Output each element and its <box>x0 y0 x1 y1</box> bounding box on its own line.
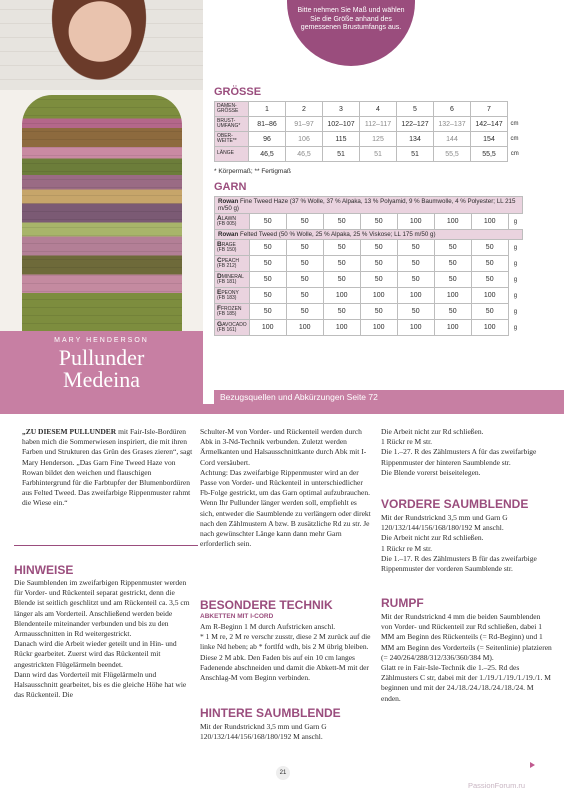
hintere-heading: HINTERE SAUMBLENDE <box>200 706 341 720</box>
yarn-description: Rowan Fine Tweed Haze (37 % Wolle, 37 % Alpaka, 13 % Polyamid, 9 % Baumwolle, 4 % Polyester; LL 215 m/50 g) <box>215 197 523 214</box>
yarn-cell: 100 <box>471 288 508 304</box>
pink-strip <box>0 404 564 414</box>
size-table <box>214 101 522 162</box>
yarn-cell: 50 <box>397 304 434 320</box>
size-cell: 154 <box>471 132 508 147</box>
sources-bar: Bezugsquellen und Abkürzungen Seite 72 <box>214 390 564 404</box>
size-cell: 91–97 <box>286 117 323 132</box>
size-cell: 3 <box>323 102 360 117</box>
yarn-cell: 50 <box>323 304 360 320</box>
yarn-cell: 100 <box>360 288 397 304</box>
yarn-cell: 50 <box>471 304 508 320</box>
page-number: 21 <box>276 766 290 780</box>
yarn-cell: 50 <box>397 256 434 272</box>
size-cell: 5 <box>397 102 434 117</box>
size-cell: 96 <box>249 132 286 147</box>
title-banner <box>0 331 203 404</box>
yarn-cell: 100 <box>323 320 360 336</box>
yarn-unit: g <box>513 276 518 283</box>
size-cell: 46,5 <box>286 147 323 162</box>
size-cell: 55,5 <box>434 147 471 162</box>
size-unit <box>508 102 522 117</box>
continue-arrow-icon <box>530 762 535 768</box>
col2-text: Schulter-M von Vorder- und Rückenteil werden durch Abk in 3-Nd-Technik verbunden. Zuletzt werden Ärmelkanten und Halsausschnittkante durch Abk mit I-Cord versäubert. Achtung: Das zweifarbige Rippenmuster wird an der Passe von Vorder- und Rückenteil in unterschiedlicher Fb-Folge gestrickt, um das Garn optimal aufzubrauchen. Wenn Ihr Pullunder länger werden soll, empfiehlt es sich, entweder die Saumblende zu verlängern oder direkt nach den Zählmustern A bzw. B zusätzliche Rd zu str. Je nach gewünschter Länge kann dann mehr Garn erforderlich sein. <box>200 427 371 549</box>
yarn-cell: 50 <box>286 304 323 320</box>
yarn-cell: 50 <box>434 304 471 320</box>
yarn-description: Rowan Felted Tweed (50 % Wolle, 25 % Alpaka, 25 % Viskose; LL 175 m/50 g) <box>215 230 523 240</box>
yarn-cell: 100 <box>249 320 286 336</box>
yarn-cell: 50 <box>397 272 434 288</box>
size-cell: 122–127 <box>397 117 434 132</box>
yarn-color-label: DMINERAL (FB 181) <box>215 272 250 288</box>
divider <box>14 545 198 546</box>
yarn-cell: 50 <box>249 272 286 288</box>
yarn-unit: g <box>513 308 518 315</box>
size-cell: 81–86 <box>249 117 286 132</box>
yarn-cell: 50 <box>286 240 323 256</box>
yarn-cell: 50 <box>249 240 286 256</box>
author-name: MARY HENDERSON <box>54 337 149 344</box>
yarn-cell: 50 <box>323 256 360 272</box>
yarn-cell: 50 <box>360 272 397 288</box>
yarn-color-label: ALAWN (FB 005) <box>215 214 250 230</box>
rumpf-text: Mit der Rundstricknd 4 mm die beiden Saumblenden von Vorder- und Rückenteil zur Rd schließen, dabei 1 MM am Beginn des Rückenteils (= Rd-Beginn) und 1 MM am Beginn des Vorderteils (= Seitenlinie) platzieren (= 240/264/288/312/336/360/384 M). Glatt re in Fair-Isle-Technik die 1.–25. Rd des Zählmusters C str, dabei mit der 1./19./1./19./1./19./1. M beginnen und mit der 24./18./24./18./24./18./24. M enden. <box>381 612 552 703</box>
yarn-cell: 100 <box>286 320 323 336</box>
watermark: PassionForum.ru <box>468 781 526 790</box>
size-row-label: BRUST-UMFANG* <box>215 117 249 132</box>
yarn-unit: g <box>513 218 518 225</box>
size-cell: 142–147 <box>471 117 508 132</box>
size-unit: cm <box>510 151 519 157</box>
technik-subheading: ABKETTEN MIT I-CORD <box>200 613 274 620</box>
yarn-color-label: GAVOCADO (FB 161) <box>215 320 250 336</box>
yarn-cell: 50 <box>397 240 434 256</box>
yarn-row <box>215 288 523 304</box>
size-cell: 7 <box>471 102 508 117</box>
yarn-cell: 50 <box>249 304 286 320</box>
size-unit: cm <box>510 121 519 127</box>
size-cell: 1 <box>249 102 286 117</box>
garn-heading: GARN <box>214 181 247 193</box>
technik-heading: BESONDERE TECHNIK <box>200 598 333 612</box>
rumpf-heading: RUMPF <box>381 596 424 610</box>
yarn-cell: 50 <box>360 304 397 320</box>
size-row-label: DAMEN-GRÖSSE <box>215 102 249 117</box>
yarn-unit: g <box>513 324 518 331</box>
yarn-cell: 50 <box>286 214 323 230</box>
yarn-cell: 50 <box>249 256 286 272</box>
size-row <box>215 132 522 147</box>
yarn-cell: 50 <box>249 214 286 230</box>
size-cell: 46,5 <box>249 147 286 162</box>
yarn-row <box>215 256 523 272</box>
size-cell: 2 <box>286 102 323 117</box>
yarn-cell: 100 <box>397 214 434 230</box>
size-cell: 51 <box>323 147 360 162</box>
size-cell: 6 <box>434 102 471 117</box>
page-title: Pullunder Medeina <box>58 345 145 392</box>
yarn-cell: 50 <box>360 240 397 256</box>
yarn-cell: 100 <box>434 214 471 230</box>
yarn-color-label: EPEONY (FB 183) <box>215 288 250 304</box>
size-note: * Körpermaß; ** Fertigmaß <box>214 168 291 175</box>
yarn-cell: 50 <box>286 272 323 288</box>
size-cell: 106 <box>286 132 323 147</box>
yarn-unit: g <box>513 244 518 251</box>
size-cell: 132–137 <box>434 117 471 132</box>
yarn-cell: 50 <box>249 288 286 304</box>
size-cell: 115 <box>323 132 360 147</box>
yarn-unit: g <box>513 260 518 267</box>
size-cell: 134 <box>397 132 434 147</box>
yarn-cell: 50 <box>434 256 471 272</box>
size-hint-bubble: Bitte nehmen Sie Maß und wählen Sie die Größe anhand des gemessenen Brustumfangs aus. <box>287 0 415 66</box>
yarn-color-label: FFROZEN (FB 185) <box>215 304 250 320</box>
yarn-cell: 50 <box>434 272 471 288</box>
yarn-row <box>215 214 523 230</box>
yarn-color-label: CPEACH (FB 212) <box>215 256 250 272</box>
yarn-cell: 100 <box>471 214 508 230</box>
intro-quote: „ZU DIESEM PULLUNDER mit Fair-Isle-Bordüren haben mich die Sommerwiesen inspiriert, die mit ihren Farben und Strukturen das Grün des Grases zieren“, sagt Mary Henderson. „Das Garn Fine Tweed Haze von Rowan bildet den weichen und flauschigen Farbhintergrund für die Farbtupfer der Blumenbordüren aus Felted Tweed. Das zweifarbige Rippenmuster rahmt die Wiese ein.“ <box>22 427 193 508</box>
size-cell: 51 <box>397 147 434 162</box>
yarn-cell: 100 <box>397 320 434 336</box>
hintere-text: Mit der Rundstricknd 3,5 mm und Garn G 120/132/144/156/168/180/192 M anschl. <box>200 722 327 742</box>
yarn-table <box>214 196 523 336</box>
hinweise-text: Die Saumblenden im zweifarbigen Rippenmuster werden für Vorder- und Rückenteil separat gestrickt, denn die Blende ist seitlich geschlitzt und am Rückenteil ca. 3,5 cm länger als am Vorderteil. Anschließend werden beide Blendenteile miteinander verbunden und bis zu den Armausschnitten in Rd weitergestrickt. Danach wird die Arbeit wieder geteilt und in Hin- und Rückr gearbeitet. Zuerst wird das Rückenteil mit angestrickten Flügelärmeln beendet. Dann wird das Vorderteil mit Flügelärmeln und Halsausschnitt gearbeitet, bis es die gleiche Höhe hat wie das Rückenteil. Die <box>14 578 190 700</box>
size-cell: 4 <box>360 102 397 117</box>
yarn-cell: 50 <box>286 288 323 304</box>
size-row <box>215 147 522 162</box>
yarn-cell: 50 <box>360 256 397 272</box>
yarn-row <box>215 320 523 336</box>
groesse-heading: GRÖSSE <box>214 86 262 98</box>
yarn-cell: 100 <box>434 288 471 304</box>
yarn-color-label: BRAGE (FB 150) <box>215 240 250 256</box>
yarn-cell: 50 <box>286 256 323 272</box>
yarn-cell: 100 <box>434 320 471 336</box>
yarn-cell: 50 <box>360 214 397 230</box>
vordere-heading: VORDERE SAUMBLENDE <box>381 497 529 511</box>
size-cell: 55,5 <box>471 147 508 162</box>
yarn-unit: g <box>513 292 518 299</box>
yarn-cell: 100 <box>397 288 434 304</box>
size-cell: 125 <box>360 132 397 147</box>
yarn-cell: 50 <box>471 240 508 256</box>
yarn-row <box>215 304 523 320</box>
yarn-cell: 50 <box>471 256 508 272</box>
product-photo <box>0 0 203 331</box>
yarn-row <box>215 272 523 288</box>
yarn-cell: 100 <box>360 320 397 336</box>
size-row-label: LÄNGE <box>215 147 249 162</box>
yarn-cell: 100 <box>471 320 508 336</box>
yarn-cell: 50 <box>323 214 360 230</box>
yarn-row <box>215 240 523 256</box>
yarn-cell: 100 <box>323 288 360 304</box>
technik-text: Am R-Beginn 1 M durch Aufstricken anschl. * 1 M re, 2 M re verschr zusstr, diese 2 M zurück auf die linke Nd heben; ab * fortlfd wdh, bis 2 M übrig bleiben. Diese 2 M abk. Den Faden bis auf ein 10 cm langes Fadenende abschneiden und damit die Abkett-M mit der Anschlag-M vom Beginn verbinden. <box>200 622 371 683</box>
size-cell: 51 <box>360 147 397 162</box>
vordere-text: Mit der Rundstricknd 3,5 mm und Garn G 120/132/144/156/168/180/192 M anschl. Die Arbeit nicht zur Rd schließen. 1 Rückr re M str. Die 1.–17. R des Zählmusters B für das zweifarbige Rippenmuster der vorderen Saumblende str. <box>381 513 537 574</box>
size-cell: 144 <box>434 132 471 147</box>
col3-text: Die Arbeit nicht zur Rd schließen. 1 Rückr re M str. Die 1.–27. R des Zählmusters A für das zweifarbige Rippenmuster der hinteren Saumblende str. Die Blende vorerst beiseitelegen. <box>381 427 537 477</box>
yarn-cell: 50 <box>323 240 360 256</box>
size-row-label: OBER-WEITE** <box>215 132 249 147</box>
size-unit: cm <box>510 136 519 142</box>
size-row <box>215 117 522 132</box>
yarn-cell: 50 <box>471 272 508 288</box>
size-cell: 112–117 <box>360 117 397 132</box>
hinweise-heading: HINWEISE <box>14 563 74 577</box>
size-row <box>215 102 522 117</box>
yarn-cell: 50 <box>323 272 360 288</box>
yarn-cell: 50 <box>434 240 471 256</box>
size-cell: 102–107 <box>323 117 360 132</box>
